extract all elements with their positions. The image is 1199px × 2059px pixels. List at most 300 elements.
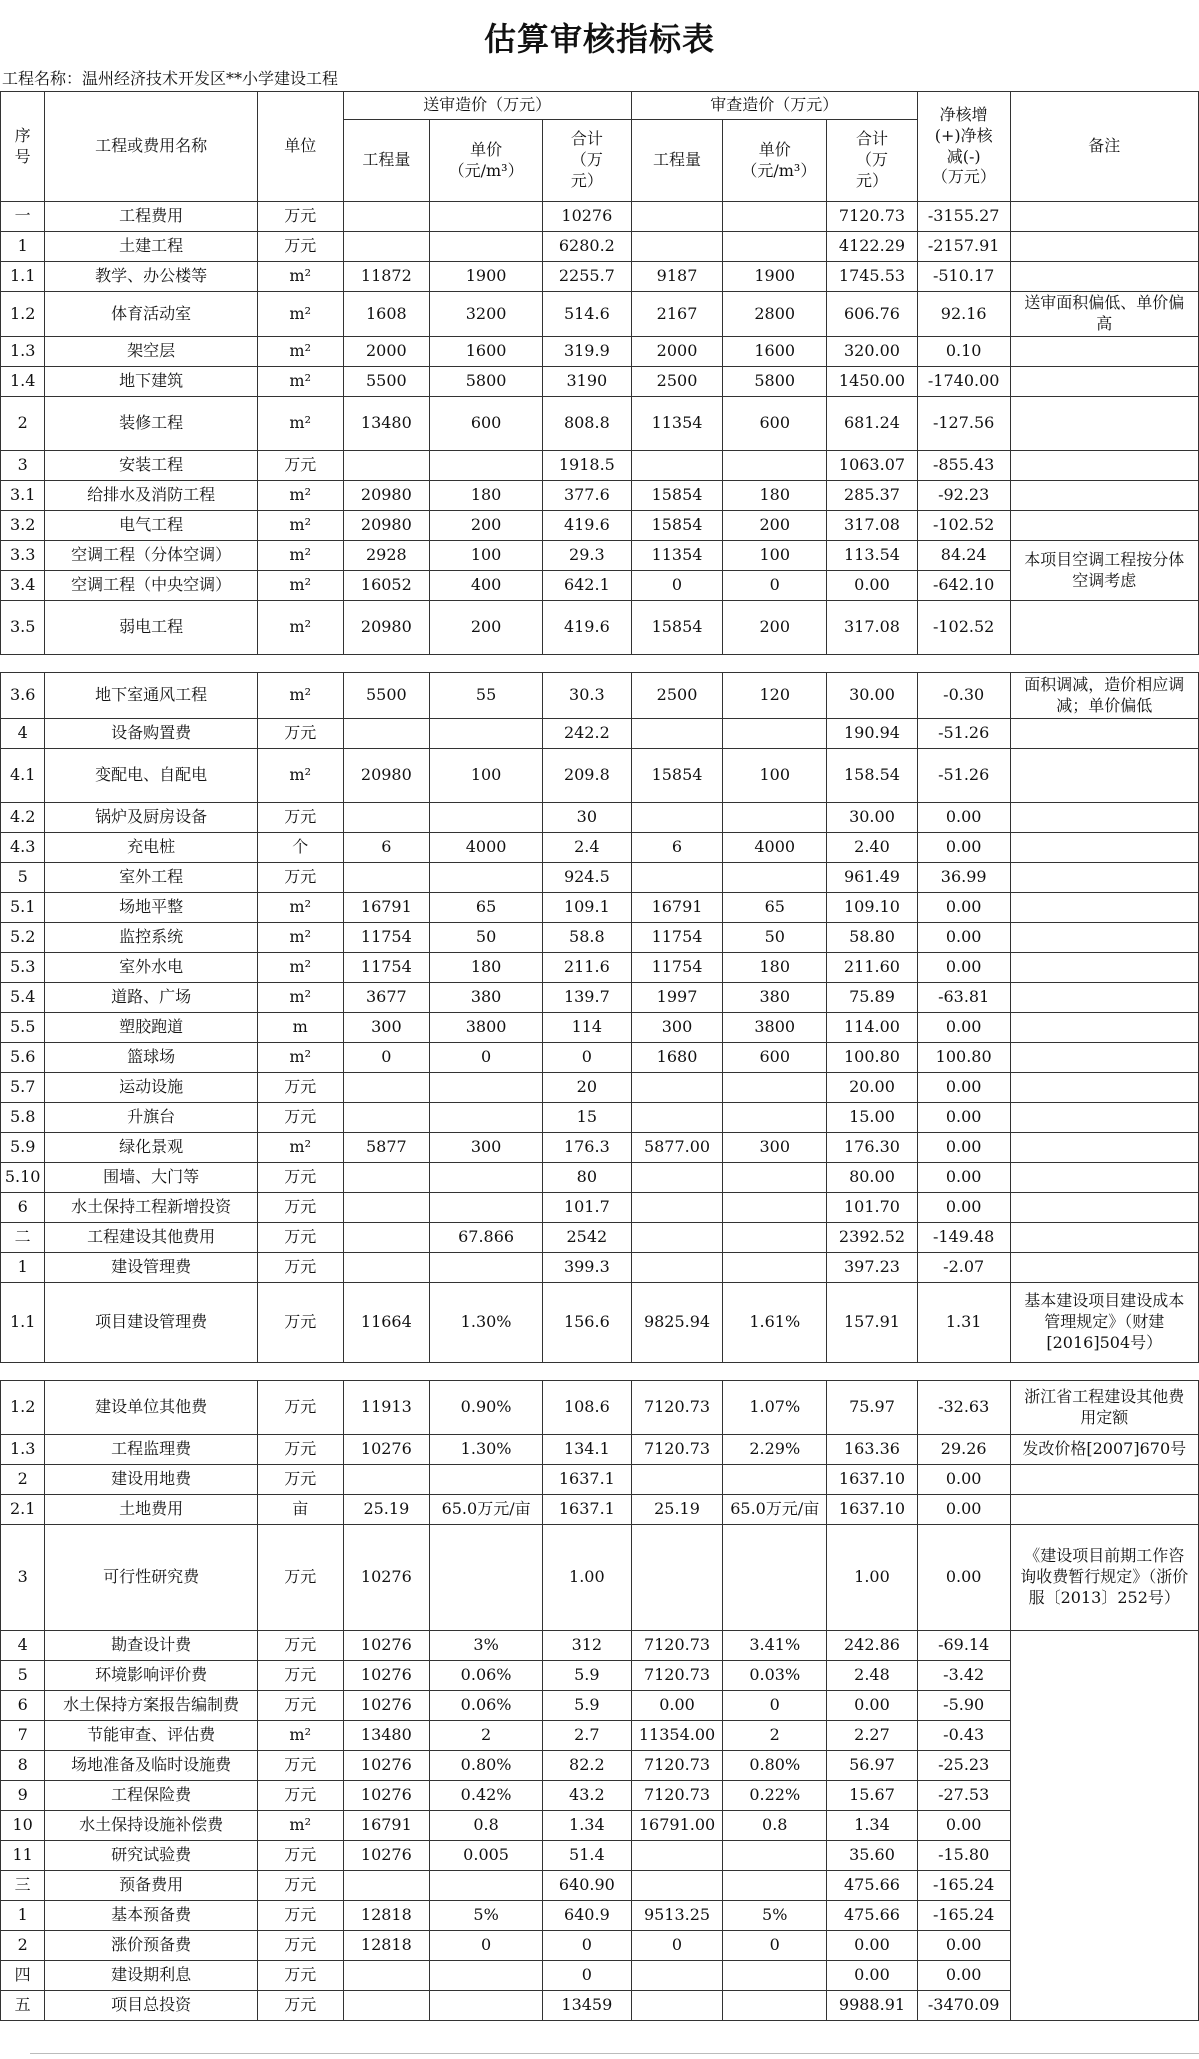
submitted-total: 114 bbox=[543, 1013, 632, 1043]
submitted-price: 1.30% bbox=[430, 1283, 543, 1363]
row-unit: 万元 bbox=[257, 803, 343, 833]
row-no: 五 bbox=[1, 1991, 45, 2021]
submitted-price: 67.866 bbox=[430, 1223, 543, 1253]
row-name: 装修工程 bbox=[45, 397, 258, 451]
submitted-qty: 10276 bbox=[343, 1841, 430, 1871]
spacer-cell bbox=[1, 1363, 1199, 1381]
row-diff: -25.23 bbox=[917, 1751, 1010, 1781]
row-diff: -510.17 bbox=[917, 262, 1010, 292]
row-unit: 万元 bbox=[257, 1991, 343, 2021]
submitted-price: 5800 bbox=[430, 367, 543, 397]
reviewed-total: 317.08 bbox=[827, 511, 918, 541]
row-no: 1.3 bbox=[1, 1435, 45, 1465]
table-row bbox=[1, 983, 1199, 1013]
reviewed-qty: 2167 bbox=[631, 292, 723, 337]
submitted-price bbox=[430, 451, 543, 481]
submitted-total: 82.2 bbox=[543, 1751, 632, 1781]
row-no: 5.1 bbox=[1, 893, 45, 923]
row-unit: 万元 bbox=[257, 1901, 343, 1931]
reviewed-total: 109.10 bbox=[827, 893, 918, 923]
submitted-qty bbox=[343, 1871, 430, 1901]
reviewed-total: 1063.07 bbox=[827, 451, 918, 481]
spacer-row bbox=[1, 1363, 1199, 1381]
row-unit: 万元 bbox=[257, 1253, 343, 1283]
row-name: 基本预备费 bbox=[45, 1901, 258, 1931]
row-remark bbox=[1010, 1103, 1198, 1133]
submitted-total: 1.00 bbox=[543, 1525, 632, 1631]
reviewed-price: 65.0万元/亩 bbox=[723, 1495, 827, 1525]
submitted-qty: 20980 bbox=[343, 481, 430, 511]
reviewed-total: 75.97 bbox=[827, 1381, 918, 1435]
row-diff: 100.80 bbox=[917, 1043, 1010, 1073]
submitted-qty: 0 bbox=[343, 1043, 430, 1073]
submitted-total: 80 bbox=[543, 1163, 632, 1193]
row-unit: 万元 bbox=[257, 1931, 343, 1961]
row-unit: 万元 bbox=[257, 1525, 343, 1631]
table-row bbox=[1, 202, 1199, 232]
row-unit: 万元 bbox=[257, 1283, 343, 1363]
reviewed-qty bbox=[631, 1525, 723, 1631]
row-diff: 36.99 bbox=[917, 863, 1010, 893]
reviewed-qty: 9825.94 bbox=[631, 1283, 723, 1363]
row-name: 水土保持方案报告编制费 bbox=[45, 1691, 258, 1721]
submitted-qty: 11872 bbox=[343, 262, 430, 292]
submitted-total: 377.6 bbox=[543, 481, 632, 511]
table-row bbox=[1, 511, 1199, 541]
submitted-price bbox=[430, 1193, 543, 1223]
submitted-qty: 10276 bbox=[343, 1631, 430, 1661]
row-unit: m² bbox=[257, 292, 343, 337]
row-unit: m² bbox=[257, 1721, 343, 1751]
row-no: 6 bbox=[1, 1691, 45, 1721]
row-remark: 《建设项目前期工作咨询收费暂行规定》（浙价服〔2013〕252号） bbox=[1010, 1525, 1198, 1631]
submitted-price: 1900 bbox=[430, 262, 543, 292]
row-diff: -149.48 bbox=[917, 1223, 1010, 1253]
reviewed-total: 176.30 bbox=[827, 1133, 918, 1163]
reviewed-total: 20.00 bbox=[827, 1073, 918, 1103]
row-no: 5.7 bbox=[1, 1073, 45, 1103]
row-remark: 面积调减，造价相应调减；单价偏低 bbox=[1010, 673, 1198, 719]
row-name: 建设管理费 bbox=[45, 1253, 258, 1283]
reviewed-qty: 7120.73 bbox=[631, 1631, 723, 1661]
row-name: 场地平整 bbox=[45, 893, 258, 923]
reviewed-total: 961.49 bbox=[827, 863, 918, 893]
row-remark bbox=[1010, 1193, 1198, 1223]
row-name: 水土保持设施补偿费 bbox=[45, 1811, 258, 1841]
row-diff: -102.52 bbox=[917, 511, 1010, 541]
reviewed-qty: 15854 bbox=[631, 511, 723, 541]
row-name: 监控系统 bbox=[45, 923, 258, 953]
row-no: 5.6 bbox=[1, 1043, 45, 1073]
reviewed-price: 100 bbox=[723, 541, 827, 571]
row-unit: 个 bbox=[257, 833, 343, 863]
reviewed-qty: 11354 bbox=[631, 541, 723, 571]
reviewed-qty: 7120.73 bbox=[631, 1381, 723, 1435]
reviewed-qty: 16791.00 bbox=[631, 1811, 723, 1841]
submitted-total: 2255.7 bbox=[543, 262, 632, 292]
row-no: 4 bbox=[1, 719, 45, 749]
row-diff: -63.81 bbox=[917, 983, 1010, 1013]
reviewed-total: 4122.29 bbox=[827, 232, 918, 262]
row-unit: m² bbox=[257, 953, 343, 983]
submitted-qty: 2000 bbox=[343, 337, 430, 367]
submitted-qty: 16052 bbox=[343, 571, 430, 601]
row-name: 室外水电 bbox=[45, 953, 258, 983]
reviewed-price: 600 bbox=[723, 1043, 827, 1073]
reviewed-price bbox=[723, 1991, 827, 2021]
table-row bbox=[1, 953, 1199, 983]
submitted-total: 29.3 bbox=[543, 541, 632, 571]
reviewed-total: 56.97 bbox=[827, 1751, 918, 1781]
row-unit: m² bbox=[257, 571, 343, 601]
row-name: 设备购置费 bbox=[45, 719, 258, 749]
submitted-qty bbox=[343, 1253, 430, 1283]
reviewed-qty: 9187 bbox=[631, 262, 723, 292]
row-unit: m² bbox=[257, 923, 343, 953]
row-no: 3.3 bbox=[1, 541, 45, 571]
row-no: 2 bbox=[1, 1465, 45, 1495]
row-no: 1.1 bbox=[1, 1283, 45, 1363]
submitted-total: 209.8 bbox=[543, 749, 632, 803]
submitted-qty: 25.19 bbox=[343, 1495, 430, 1525]
row-no: 5.3 bbox=[1, 953, 45, 983]
table-row bbox=[1, 1435, 1199, 1465]
submitted-total: 101.7 bbox=[543, 1193, 632, 1223]
reviewed-price: 600 bbox=[723, 397, 827, 451]
reviewed-total: 113.54 bbox=[827, 541, 918, 571]
table-row bbox=[1, 481, 1199, 511]
submitted-qty: 10276 bbox=[343, 1781, 430, 1811]
submitted-total: 108.6 bbox=[543, 1381, 632, 1435]
table-row bbox=[1, 1013, 1199, 1043]
row-unit: m² bbox=[257, 983, 343, 1013]
row-name: 研究试验费 bbox=[45, 1841, 258, 1871]
row-no: 1.2 bbox=[1, 292, 45, 337]
reviewed-price: 0.80% bbox=[723, 1751, 827, 1781]
reviewed-qty: 9513.25 bbox=[631, 1901, 723, 1931]
row-remark bbox=[1010, 833, 1198, 863]
row-diff: 0.00 bbox=[917, 1193, 1010, 1223]
reviewed-total: 1.00 bbox=[827, 1525, 918, 1631]
reviewed-qty: 2000 bbox=[631, 337, 723, 367]
row-diff: 29.26 bbox=[917, 1435, 1010, 1465]
reviewed-total: 7120.73 bbox=[827, 202, 918, 232]
submitted-qty: 16791 bbox=[343, 893, 430, 923]
reviewed-qty bbox=[631, 863, 723, 893]
row-remark bbox=[1010, 803, 1198, 833]
submitted-total: 242.2 bbox=[543, 719, 632, 749]
reviewed-qty: 11754 bbox=[631, 953, 723, 983]
row-name: 建设用地费 bbox=[45, 1465, 258, 1495]
reviewed-total: 1745.53 bbox=[827, 262, 918, 292]
row-diff: 1.31 bbox=[917, 1283, 1010, 1363]
submitted-total: 6280.2 bbox=[543, 232, 632, 262]
submitted-price bbox=[430, 1961, 543, 1991]
table-row bbox=[1, 1223, 1199, 1253]
row-unit: 万元 bbox=[257, 1465, 343, 1495]
reviewed-price: 0 bbox=[723, 571, 827, 601]
row-remark bbox=[1010, 1253, 1198, 1283]
row-no: 4.3 bbox=[1, 833, 45, 863]
row-remark: 送审面积偏低、单价偏高 bbox=[1010, 292, 1198, 337]
submitted-price bbox=[430, 232, 543, 262]
row-no: 1.4 bbox=[1, 367, 45, 397]
submitted-qty bbox=[343, 202, 430, 232]
row-diff: -0.43 bbox=[917, 1721, 1010, 1751]
table-row bbox=[1, 1283, 1199, 1363]
submitted-total: 134.1 bbox=[543, 1435, 632, 1465]
reviewed-qty: 7120.73 bbox=[631, 1661, 723, 1691]
table-row bbox=[1, 1073, 1199, 1103]
row-no: 一 bbox=[1, 202, 45, 232]
reviewed-price: 0.8 bbox=[723, 1811, 827, 1841]
row-no: 5 bbox=[1, 1661, 45, 1691]
row-name: 环境影响评价费 bbox=[45, 1661, 258, 1691]
submitted-total: 1637.1 bbox=[543, 1495, 632, 1525]
row-name: 节能审查、评估费 bbox=[45, 1721, 258, 1751]
row-unit: 万元 bbox=[257, 1381, 343, 1435]
submitted-total: 419.6 bbox=[543, 511, 632, 541]
reviewed-price: 3.41% bbox=[723, 1631, 827, 1661]
reviewed-price bbox=[723, 202, 827, 232]
submitted-qty bbox=[343, 1163, 430, 1193]
row-no: 1 bbox=[1, 1253, 45, 1283]
row-no: 5.9 bbox=[1, 1133, 45, 1163]
reviewed-price: 5800 bbox=[723, 367, 827, 397]
header-diff: 净核增(+)净核减(-)（万元） bbox=[917, 92, 1010, 202]
row-remark bbox=[1010, 511, 1198, 541]
submitted-price bbox=[430, 803, 543, 833]
reviewed-total: 320.00 bbox=[827, 337, 918, 367]
submitted-qty: 20980 bbox=[343, 601, 430, 655]
header-unit: 单位 bbox=[257, 92, 343, 202]
submitted-qty: 11913 bbox=[343, 1381, 430, 1435]
row-remark bbox=[1010, 367, 1198, 397]
submitted-price: 65 bbox=[430, 893, 543, 923]
table-row bbox=[1, 1133, 1199, 1163]
table-row bbox=[1, 719, 1199, 749]
submitted-qty bbox=[343, 232, 430, 262]
submitted-total: 2542 bbox=[543, 1223, 632, 1253]
reviewed-total: 681.24 bbox=[827, 397, 918, 451]
row-no: 1.3 bbox=[1, 337, 45, 367]
reviewed-price bbox=[723, 1073, 827, 1103]
row-diff: -3.42 bbox=[917, 1661, 1010, 1691]
reviewed-total: 158.54 bbox=[827, 749, 918, 803]
row-name: 道路、广场 bbox=[45, 983, 258, 1013]
submitted-price bbox=[430, 1871, 543, 1901]
row-remark bbox=[1010, 749, 1198, 803]
row-no: 11 bbox=[1, 1841, 45, 1871]
row-diff: -855.43 bbox=[917, 451, 1010, 481]
row-remark bbox=[1010, 1013, 1198, 1043]
reviewed-qty: 0 bbox=[631, 1931, 723, 1961]
row-name: 教学、办公楼等 bbox=[45, 262, 258, 292]
row-name: 篮球场 bbox=[45, 1043, 258, 1073]
row-unit: m² bbox=[257, 481, 343, 511]
submitted-price bbox=[430, 1525, 543, 1631]
table-row bbox=[1, 673, 1199, 719]
row-remark bbox=[1010, 202, 1198, 232]
header-reviewed-price: 单价（元/m³） bbox=[723, 120, 827, 202]
reviewed-price: 1.61% bbox=[723, 1283, 827, 1363]
submitted-qty: 5500 bbox=[343, 673, 430, 719]
row-remark bbox=[1010, 262, 1198, 292]
reviewed-qty bbox=[631, 1841, 723, 1871]
row-no: 4 bbox=[1, 1631, 45, 1661]
reviewed-total: 2.27 bbox=[827, 1721, 918, 1751]
reviewed-qty bbox=[631, 1073, 723, 1103]
submitted-total: 10276 bbox=[543, 202, 632, 232]
reviewed-total: 58.80 bbox=[827, 923, 918, 953]
row-remark bbox=[1010, 1631, 1198, 2021]
reviewed-total: 606.76 bbox=[827, 292, 918, 337]
row-unit: m² bbox=[257, 262, 343, 292]
spacer-row bbox=[1, 655, 1199, 673]
row-diff: -69.14 bbox=[917, 1631, 1010, 1661]
row-no: 5.4 bbox=[1, 983, 45, 1013]
reviewed-price: 1.07% bbox=[723, 1381, 827, 1435]
row-name: 架空层 bbox=[45, 337, 258, 367]
table-row bbox=[1, 923, 1199, 953]
submitted-qty bbox=[343, 1103, 430, 1133]
submitted-price: 0.06% bbox=[430, 1691, 543, 1721]
row-unit: 万元 bbox=[257, 1631, 343, 1661]
row-name: 给排水及消防工程 bbox=[45, 481, 258, 511]
row-no: 3.6 bbox=[1, 673, 45, 719]
row-remark: 发改价格[2007]670号 bbox=[1010, 1435, 1198, 1465]
reviewed-price: 120 bbox=[723, 673, 827, 719]
reviewed-qty: 300 bbox=[631, 1013, 723, 1043]
reviewed-total: 1450.00 bbox=[827, 367, 918, 397]
reviewed-total: 15.67 bbox=[827, 1781, 918, 1811]
reviewed-price bbox=[723, 1163, 827, 1193]
row-name: 勘查设计费 bbox=[45, 1631, 258, 1661]
reviewed-qty: 15854 bbox=[631, 601, 723, 655]
submitted-total: 139.7 bbox=[543, 983, 632, 1013]
row-unit: 万元 bbox=[257, 1751, 343, 1781]
table-row bbox=[1, 367, 1199, 397]
reviewed-total: 0.00 bbox=[827, 1961, 918, 1991]
row-unit: m² bbox=[257, 749, 343, 803]
reviewed-price bbox=[723, 1525, 827, 1631]
submitted-price: 300 bbox=[430, 1133, 543, 1163]
reviewed-price: 5% bbox=[723, 1901, 827, 1931]
submitted-qty bbox=[343, 1961, 430, 1991]
row-no: 二 bbox=[1, 1223, 45, 1253]
reviewed-qty bbox=[631, 202, 723, 232]
reviewed-price: 65 bbox=[723, 893, 827, 923]
reviewed-total: 75.89 bbox=[827, 983, 918, 1013]
row-diff: -642.10 bbox=[917, 571, 1010, 601]
row-no: 5.10 bbox=[1, 1163, 45, 1193]
row-diff: -15.80 bbox=[917, 1841, 1010, 1871]
row-unit: m² bbox=[257, 1133, 343, 1163]
table-row bbox=[1, 1381, 1199, 1435]
row-diff: -5.90 bbox=[917, 1691, 1010, 1721]
table-row bbox=[1, 1103, 1199, 1133]
reviewed-price: 0.03% bbox=[723, 1661, 827, 1691]
row-no: 9 bbox=[1, 1781, 45, 1811]
table-row bbox=[1, 863, 1199, 893]
row-remark bbox=[1010, 983, 1198, 1013]
row-diff: 0.00 bbox=[917, 1465, 1010, 1495]
reviewed-qty bbox=[631, 803, 723, 833]
reviewed-qty: 15854 bbox=[631, 749, 723, 803]
submitted-price: 5% bbox=[430, 1901, 543, 1931]
table-row bbox=[1, 1043, 1199, 1073]
row-diff: 0.00 bbox=[917, 1961, 1010, 1991]
table-row bbox=[1, 893, 1199, 923]
table-row bbox=[1, 1193, 1199, 1223]
header-submitted-total: 合计（万元） bbox=[543, 120, 632, 202]
table-row bbox=[1, 601, 1199, 655]
header-submitted-group: 送审造价（万元） bbox=[343, 92, 631, 120]
reviewed-price: 0 bbox=[723, 1691, 827, 1721]
row-name: 涨价预备费 bbox=[45, 1931, 258, 1961]
page-title: 估算审核指标表 bbox=[483, 20, 715, 58]
submitted-price: 0.8 bbox=[430, 1811, 543, 1841]
submitted-total: 808.8 bbox=[543, 397, 632, 451]
row-unit: m² bbox=[257, 1811, 343, 1841]
row-remark bbox=[1010, 1495, 1198, 1525]
row-unit: 亩 bbox=[257, 1495, 343, 1525]
table-row bbox=[1, 451, 1199, 481]
submitted-price: 0.06% bbox=[430, 1661, 543, 1691]
row-remark bbox=[1010, 1163, 1198, 1193]
reviewed-total: 475.66 bbox=[827, 1901, 918, 1931]
row-no: 5 bbox=[1, 863, 45, 893]
submitted-price: 0 bbox=[430, 1043, 543, 1073]
reviewed-price bbox=[723, 1465, 827, 1495]
row-name: 工程监理费 bbox=[45, 1435, 258, 1465]
row-unit: m² bbox=[257, 337, 343, 367]
submitted-price: 0.005 bbox=[430, 1841, 543, 1871]
submitted-total: 30 bbox=[543, 803, 632, 833]
row-diff: -0.30 bbox=[917, 673, 1010, 719]
reviewed-price: 0.22% bbox=[723, 1781, 827, 1811]
bottom-rule bbox=[30, 2053, 1199, 2054]
reviewed-total: 2.48 bbox=[827, 1661, 918, 1691]
reviewed-total: 2.40 bbox=[827, 833, 918, 863]
submitted-qty bbox=[343, 1223, 430, 1253]
reviewed-qty: 16791 bbox=[631, 893, 723, 923]
row-diff: -3155.27 bbox=[917, 202, 1010, 232]
row-no: 2 bbox=[1, 1931, 45, 1961]
reviewed-qty bbox=[631, 1991, 723, 2021]
row-remark bbox=[1010, 1465, 1198, 1495]
row-name: 空调工程（分体空调） bbox=[45, 541, 258, 571]
submitted-price bbox=[430, 1073, 543, 1103]
row-name: 土地费用 bbox=[45, 1495, 258, 1525]
row-diff: 0.00 bbox=[917, 1163, 1010, 1193]
row-diff: 0.00 bbox=[917, 953, 1010, 983]
row-unit: 万元 bbox=[257, 1103, 343, 1133]
row-name: 弱电工程 bbox=[45, 601, 258, 655]
row-name: 体育活动室 bbox=[45, 292, 258, 337]
reviewed-price: 50 bbox=[723, 923, 827, 953]
row-name: 工程建设其他费用 bbox=[45, 1223, 258, 1253]
row-diff: 0.00 bbox=[917, 1931, 1010, 1961]
submitted-price: 2 bbox=[430, 1721, 543, 1751]
row-no: 1.2 bbox=[1, 1381, 45, 1435]
submitted-total: 20 bbox=[543, 1073, 632, 1103]
row-unit: 万元 bbox=[257, 863, 343, 893]
reviewed-total: 1.34 bbox=[827, 1811, 918, 1841]
reviewed-qty: 5877.00 bbox=[631, 1133, 723, 1163]
row-diff: -92.23 bbox=[917, 481, 1010, 511]
row-unit: 万元 bbox=[257, 1661, 343, 1691]
